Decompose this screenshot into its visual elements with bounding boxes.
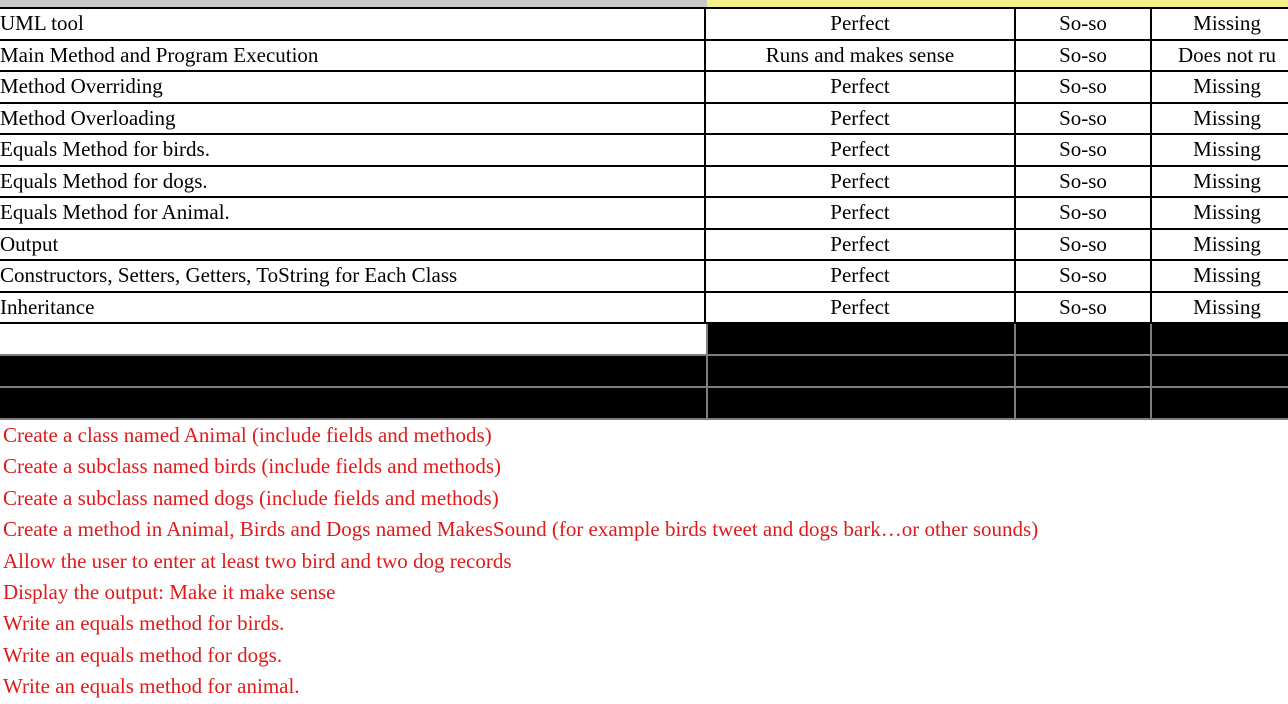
rating-soso-cell: So-so xyxy=(1015,71,1151,103)
instruction-item: Create a subclass named dogs (include fields and methods) xyxy=(3,485,499,510)
rating-perfect-cell: Perfect xyxy=(705,292,1015,324)
rubric-row xyxy=(0,103,1288,135)
blank-row-2 xyxy=(0,356,1288,386)
rating-soso-cell: So-so xyxy=(1015,229,1151,261)
rating-soso-cell: So-so xyxy=(1015,292,1151,324)
rubric-table xyxy=(0,9,1288,324)
rating-perfect-cell: Perfect xyxy=(705,229,1015,261)
rating-perfect-cell: Perfect xyxy=(705,197,1015,229)
rubric-row xyxy=(0,197,1288,229)
redacted-cell xyxy=(0,388,1288,418)
criterion-cell: Inheritance xyxy=(0,292,705,324)
rating-perfect-cell: Perfect xyxy=(705,260,1015,292)
criterion-cell: Equals Method for dogs. xyxy=(0,166,705,198)
instruction-item: Write an equals method for animal. xyxy=(3,674,300,699)
rating-soso-cell: So-so xyxy=(1015,134,1151,166)
rating-missing-cell: Missing xyxy=(1151,103,1288,135)
instruction-item: Create a class named Animal (include fields and methods) xyxy=(3,423,492,447)
criterion-cell: Equals Method for Animal. xyxy=(0,197,705,229)
rating-missing-cell: Missing xyxy=(1151,9,1288,40)
rating-soso-cell: So-so xyxy=(1015,166,1151,198)
rating-perfect-cell: Perfect xyxy=(705,166,1015,198)
rating-perfect-cell: Perfect xyxy=(705,9,1015,40)
header-strip-grey xyxy=(0,0,707,7)
header-strip-highlight xyxy=(707,0,1288,7)
instruction-item: Create a subclass named birds (include fields and methods) xyxy=(3,454,502,479)
blank-row-1 xyxy=(0,324,1288,354)
rating-missing-cell: Missing xyxy=(1151,260,1288,292)
criterion-cell: Equals Method for birds. xyxy=(0,134,705,166)
criterion-cell: Output xyxy=(0,229,705,261)
rating-missing-cell: Missing xyxy=(1151,166,1288,198)
header-strip xyxy=(0,0,1288,9)
rating-perfect-cell: Runs and makes sense xyxy=(705,40,1015,72)
rubric-row xyxy=(0,260,1288,292)
rating-missing-cell: Missing xyxy=(1151,134,1288,166)
rating-missing-cell: Missing xyxy=(1151,229,1288,261)
rating-soso-cell: So-so xyxy=(1015,9,1151,40)
criterion-cell: UML tool xyxy=(0,9,705,40)
criterion-cell: Main Method and Program Execution xyxy=(0,40,705,72)
instruction-item: Allow the user to enter at least two bird and two dog records xyxy=(3,548,512,573)
criterion-cell: Method Overriding xyxy=(0,71,705,103)
instruction-item: Write an equals method for birds. xyxy=(3,611,285,636)
criterion-cell: Constructors, Setters, Getters, ToString for Each Class xyxy=(0,260,705,292)
redacted-cell xyxy=(0,356,1288,386)
rubric-row xyxy=(0,134,1288,166)
rubric-row xyxy=(0,166,1288,198)
rating-perfect-cell: Perfect xyxy=(705,103,1015,135)
instruction-item: Display the output: Make it make sense xyxy=(3,579,336,604)
instructions-list xyxy=(3,421,1038,704)
rating-soso-cell: So-so xyxy=(1015,103,1151,135)
rubric-body xyxy=(0,9,1288,323)
rating-missing-cell: Missing xyxy=(1151,71,1288,103)
rubric-row xyxy=(0,9,1288,40)
rating-soso-cell: So-so xyxy=(1015,260,1151,292)
rating-missing-cell: Does not ru xyxy=(1151,40,1288,72)
rating-soso-cell: So-so xyxy=(1015,40,1151,72)
rubric-row xyxy=(0,229,1288,261)
redacted-cell xyxy=(706,324,1288,354)
rubric-row xyxy=(0,40,1288,72)
rating-perfect-cell: Perfect xyxy=(705,71,1015,103)
blank-cell xyxy=(0,324,706,354)
instruction-item: Write an equals method for dogs. xyxy=(3,642,283,667)
instruction-item: Create a method in Animal, Birds and Dogs named MakesSound (for example birds tweet and dogs bark…or other sounds) xyxy=(3,517,1039,542)
criterion-cell: Method Overloading xyxy=(0,103,705,135)
rubric-row xyxy=(0,71,1288,103)
rating-soso-cell: So-so xyxy=(1015,197,1151,229)
rating-missing-cell: Missing xyxy=(1151,292,1288,324)
row-divider xyxy=(0,418,1288,420)
rating-missing-cell: Missing xyxy=(1151,197,1288,229)
blank-row-3 xyxy=(0,388,1288,418)
rubric-row xyxy=(0,292,1288,324)
rating-perfect-cell: Perfect xyxy=(705,134,1015,166)
